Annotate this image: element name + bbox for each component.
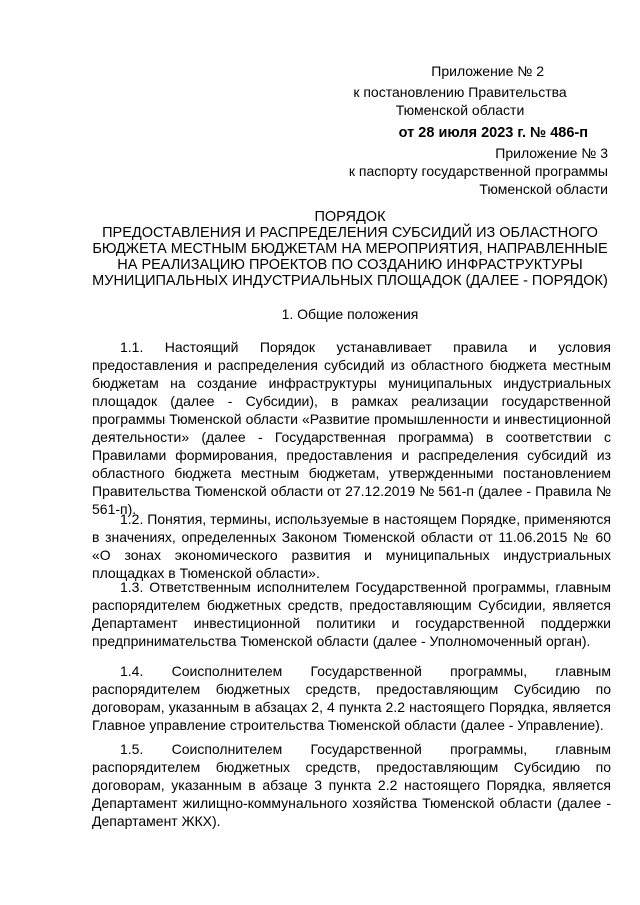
paragraph-1-3: 1.3. Ответственным исполнителем Государственной программы, главным распорядителем бюджетных средств, предоставляющим Субсидии, является Департамент инвестиционной политики и государственной поддержки предпринимательства Тюменской области (далее - Уполномоченный орган). bbox=[92, 579, 611, 649]
decree-line-2: Тюменской области bbox=[395, 102, 525, 118]
decree-reference bbox=[330, 83, 590, 119]
appendix-3-label bbox=[495, 144, 608, 162]
title-line-4: НА РЕАЛИЗАЦИЮ ПРОЕКТОВ ПО СОЗДАНИЮ ИНФРАСТРУКТУРЫ bbox=[117, 257, 583, 273]
paragraph-1-5: 1.5. Соисполнителем Государственной программы, главным распорядителем бюджетных средств, предоставляющим Субсидию по договорам, указанным в абзаце 3 пункта 2.2 настоящего Порядка, является Департамент жилищно-коммунального хозяйства Тюменской области (далее - Департамент ЖКХ). bbox=[92, 741, 611, 829]
appendix-2-text: Приложение № 2 bbox=[431, 63, 544, 79]
paragraph-1-1: 1.1. Настоящий Порядок устанавливает правила и условия предоставления и распределения субсидий из областного бюджета местным бюджетам на создание инфраструктуры муниципальных индустриальных площадок (далее - Субсидии), в рамках реализации государственной программы Тюменской области «Развитие промышленности и инвестиционной деятельности» (далее - Государственная программа) в соответствии с Правилами формирования, предоставления и распределения субсидий из областного бюджета местным бюджетам, утвержденными постановлением Правительства Тюменской области от 27.12.2019 № 561-п (далее - Правила № 561-п). bbox=[92, 339, 611, 517]
title-line-3: БЮДЖЕТА МЕСТНЫМ БЮДЖЕТАМ НА МЕРОПРИЯТИЯ, НАПРАВЛЕННЫЕ bbox=[92, 241, 608, 257]
title-line-5: МУНИЦИПАЛЬНЫХ ИНДУСТРИАЛЬНЫХ ПЛОЩАДОК (ДАЛЕЕ - ПОРЯДОК) bbox=[92, 273, 608, 289]
paragraph-1-4: 1.4. Соисполнителем Государственной программы, главным распорядителем бюджетных средств, предоставляющим Субсидию по договорам, указанным в абзацах 2, 4 пункта 2.2 настоящего Порядка, является Главное управление строительства Тюменской области (далее - Управление). bbox=[92, 663, 611, 733]
passport-line-1: к паспорту государственной программы bbox=[348, 163, 608, 179]
appendix-3-text: Приложение № 3 bbox=[495, 145, 608, 161]
title-line-2: ПРЕДОСТАВЛЕНИЯ И РАСПРЕДЕЛЕНИЯ СУБСИДИЙ ИЗ ОБЛАСТНОГО bbox=[102, 225, 598, 241]
appendix-2-label bbox=[431, 62, 544, 80]
title-line-1: ПОРЯДОК bbox=[314, 209, 386, 225]
section-heading: 1. Общие положения bbox=[281, 306, 419, 322]
document-title bbox=[0, 209, 640, 289]
passport-line-2: Тюменской области bbox=[479, 181, 608, 197]
decree-date-text: от 28 июля 2023 г. № 486-п bbox=[398, 125, 588, 141]
decree-line-1: к постановлению Правительства bbox=[353, 84, 567, 100]
paragraph-1-2: 1.2. Понятия, термины, используемые в настоящем Порядке, применяются в значениях, определенных Законом Тюменской области от 11.06.2015 № 60 «О зонах экономического развития и муниципальных индустриальных площадках в Тюменской области». bbox=[92, 511, 611, 581]
decree-date bbox=[399, 124, 588, 142]
passport-reference bbox=[349, 162, 608, 198]
